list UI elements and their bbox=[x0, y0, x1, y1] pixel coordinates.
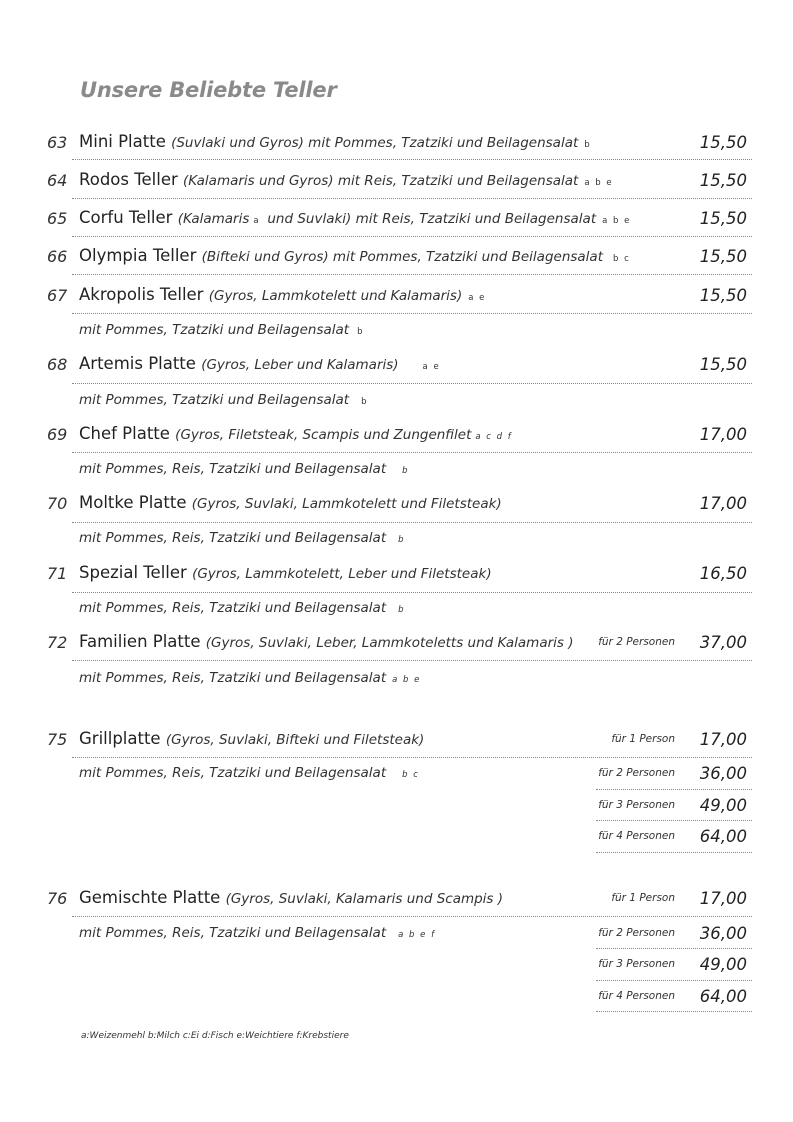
item-name-line bbox=[79, 170, 613, 189]
allergen-legend: a:Weizenmehl b:Milch c:Ei d:Fisch e:Weichtiere f:Krebstiere bbox=[81, 1031, 349, 1041]
item-side-dishes: mit Pommes, Reis, Tzatziki und Beilagensalat bbox=[79, 925, 387, 941]
item-description: (Gyros, Lammkotelett und Kalamaris) bbox=[208, 288, 463, 304]
divider bbox=[72, 159, 752, 160]
item-number: 72 bbox=[47, 633, 68, 652]
item-name: Spezial Teller bbox=[79, 563, 187, 582]
allergen-codes: a b e bbox=[392, 675, 421, 685]
divider bbox=[72, 660, 752, 661]
divider bbox=[72, 313, 752, 314]
menu-item bbox=[0, 209, 793, 233]
item-name-line bbox=[79, 132, 591, 151]
item-name: Akropolis Teller bbox=[79, 285, 204, 304]
item-persons: für 4 Personen bbox=[598, 830, 675, 842]
item-description: (Gyros, Suvlaki, Bifteki und Filetsteak) bbox=[165, 732, 425, 748]
item-price: 15,50 bbox=[699, 171, 747, 190]
allergen-codes: b c bbox=[402, 770, 420, 780]
divider bbox=[72, 916, 752, 917]
item-description: (Gyros, Filetsteak, Scampis und Zungenfilet bbox=[175, 427, 472, 443]
divider bbox=[72, 236, 752, 237]
item-name-line bbox=[79, 632, 574, 651]
item-number: 67 bbox=[47, 286, 68, 305]
item-persons: für 3 Personen bbox=[598, 799, 675, 811]
item-persons: für 1 Person bbox=[611, 733, 675, 745]
item-price: 16,50 bbox=[699, 564, 747, 583]
item-price: 49,00 bbox=[699, 955, 747, 974]
item-price: 64,00 bbox=[699, 827, 747, 846]
item-side-dishes: mit Pommes, Reis, Tzatziki und Beilagensalat bbox=[79, 600, 387, 616]
divider bbox=[72, 452, 752, 453]
divider bbox=[596, 820, 752, 821]
item-description: (Kalamaris bbox=[177, 211, 250, 227]
item-persons: für 4 Personen bbox=[598, 990, 675, 1002]
item-price: 36,00 bbox=[699, 764, 747, 783]
item-name-line bbox=[79, 246, 630, 265]
item-side-dishes: mit Pommes, Reis, Tzatziki und Beilagensalat bbox=[79, 461, 387, 477]
item-number: 76 bbox=[47, 889, 68, 908]
item-number: 66 bbox=[47, 247, 68, 266]
item-sub-line bbox=[79, 670, 421, 686]
item-name: Gemischte Platte bbox=[79, 888, 221, 907]
price-row bbox=[0, 764, 793, 788]
item-price: 15,50 bbox=[699, 209, 747, 228]
item-number: 68 bbox=[47, 355, 68, 374]
item-number: 63 bbox=[47, 133, 68, 152]
item-name: Mini Platte bbox=[79, 132, 166, 151]
item-number: 71 bbox=[47, 564, 68, 583]
item-side-dishes: mit Pommes, Reis, Tzatziki und Beilagensalat bbox=[79, 530, 387, 546]
item-name-line bbox=[79, 208, 631, 227]
item-description: (Suvlaki und Gyros) mit Pommes, Tzatziki und Beilagensalat bbox=[171, 135, 579, 151]
item-sub-line bbox=[79, 600, 405, 616]
price-row bbox=[0, 955, 793, 979]
item-name: Grillplatte bbox=[79, 729, 161, 748]
menu-item bbox=[0, 425, 793, 449]
divider bbox=[72, 592, 752, 593]
item-number: 64 bbox=[47, 171, 68, 190]
divider bbox=[596, 852, 752, 853]
allergen-codes: a e bbox=[468, 293, 486, 303]
price-row bbox=[0, 924, 793, 948]
item-description: (Gyros, Suvlaki, Leber, Lammkoteletts und Kalamaris ) bbox=[205, 635, 574, 651]
item-name-line bbox=[79, 888, 503, 907]
item-side-dishes: mit Pommes, Tzatziki und Beilagensalat bbox=[79, 392, 350, 408]
price-row bbox=[0, 796, 793, 820]
item-name: Rodos Teller bbox=[79, 170, 178, 189]
item-name: Corfu Teller bbox=[79, 208, 173, 227]
item-name: Moltke Platte bbox=[79, 493, 187, 512]
allergen-codes: b bbox=[398, 535, 406, 545]
item-number: 70 bbox=[47, 494, 68, 513]
menu-item bbox=[0, 133, 793, 157]
price-row bbox=[0, 987, 793, 1011]
item-name-line bbox=[79, 354, 440, 373]
allergen-codes: a e bbox=[422, 362, 441, 372]
item-sub-line bbox=[79, 392, 368, 408]
item-description: (Gyros, Lammkotelett, Leber und Filetsteak) bbox=[192, 566, 492, 582]
item-price: 17,00 bbox=[699, 889, 747, 908]
divider bbox=[596, 980, 752, 981]
allergen-codes: b c bbox=[613, 254, 631, 264]
item-sub-line bbox=[79, 530, 405, 546]
item-sub-line bbox=[79, 322, 364, 338]
item-name-line bbox=[79, 285, 486, 304]
allergen-codes: a b e f bbox=[398, 930, 436, 940]
item-number: 75 bbox=[47, 730, 68, 749]
item-price: 17,00 bbox=[699, 494, 747, 513]
item-description: und Suvlaki) mit Reis, Tzatziki und Beilagensalat bbox=[267, 211, 597, 227]
allergen-codes: b bbox=[402, 466, 410, 476]
item-number: 65 bbox=[47, 209, 68, 228]
item-price: 15,50 bbox=[699, 133, 747, 152]
item-persons: für 3 Personen bbox=[598, 958, 675, 970]
item-name-line bbox=[79, 729, 424, 748]
item-description: (Kalamaris und Gyros) mit Reis, Tzatziki und Beilagensalat bbox=[183, 173, 579, 189]
item-name-line bbox=[79, 424, 512, 443]
item-price: 15,50 bbox=[699, 355, 747, 374]
item-price: 17,00 bbox=[699, 425, 747, 444]
item-name: Artemis Platte bbox=[79, 354, 196, 373]
allergen-codes: a bbox=[253, 216, 261, 226]
item-price: 37,00 bbox=[699, 633, 747, 652]
price-row bbox=[0, 827, 793, 851]
item-name: Chef Platte bbox=[79, 424, 170, 443]
item-persons: für 2 Personen bbox=[598, 636, 675, 648]
divider bbox=[72, 522, 752, 523]
item-persons: für 2 Personen bbox=[598, 767, 675, 779]
item-description: (Gyros, Suvlaki, Kalamaris und Scampis ) bbox=[225, 891, 504, 907]
item-description: (Bifteki und Gyros) mit Pommes, Tzatziki und Beilagensalat bbox=[201, 249, 603, 265]
item-side-dishes: mit Pommes, Reis, Tzatziki und Beilagensalat bbox=[79, 670, 387, 686]
item-persons: für 1 Person bbox=[611, 892, 675, 904]
item-price: 15,50 bbox=[699, 247, 747, 266]
item-number: 69 bbox=[47, 425, 68, 444]
menu-item bbox=[0, 247, 793, 271]
item-description: (Gyros, Suvlaki, Lammkotelett und Filetsteak) bbox=[191, 496, 502, 512]
menu-item bbox=[0, 171, 793, 195]
item-name: Olympia Teller bbox=[79, 246, 197, 265]
page-title: Unsere Beliebte Teller bbox=[80, 78, 337, 102]
item-sub-line bbox=[79, 461, 409, 477]
divider bbox=[596, 1011, 752, 1012]
item-name-line bbox=[79, 563, 492, 582]
item-price: 49,00 bbox=[699, 796, 747, 815]
menu-item bbox=[0, 286, 793, 310]
divider bbox=[72, 383, 752, 384]
menu-item bbox=[0, 355, 793, 379]
divider bbox=[596, 789, 752, 790]
allergen-codes: b bbox=[357, 327, 364, 337]
allergen-codes: a c d f bbox=[475, 432, 513, 442]
item-price: 15,50 bbox=[699, 286, 747, 305]
divider bbox=[72, 198, 752, 199]
menu-item bbox=[0, 889, 793, 913]
item-name: Familien Platte bbox=[79, 632, 201, 651]
item-price: 64,00 bbox=[699, 987, 747, 1006]
allergen-codes: b bbox=[361, 397, 368, 407]
divider bbox=[72, 274, 752, 275]
allergen-codes: b bbox=[584, 140, 592, 150]
item-side-dishes: mit Pommes, Reis, Tzatziki und Beilagensalat bbox=[79, 765, 387, 781]
allergen-codes: a b e bbox=[584, 178, 614, 188]
item-name-line bbox=[79, 493, 502, 512]
allergen-codes: b bbox=[398, 605, 406, 615]
divider bbox=[596, 948, 752, 949]
menu-item bbox=[0, 730, 793, 754]
divider bbox=[72, 757, 752, 758]
menu-item bbox=[0, 633, 793, 657]
menu-item bbox=[0, 564, 793, 588]
item-price: 36,00 bbox=[699, 924, 747, 943]
menu-item bbox=[0, 494, 793, 518]
item-price: 17,00 bbox=[699, 730, 747, 749]
item-persons: für 2 Personen bbox=[598, 927, 675, 939]
allergen-codes: a b e bbox=[602, 216, 631, 226]
item-side-dishes: mit Pommes, Tzatziki und Beilagensalat bbox=[79, 322, 350, 338]
item-description: (Gyros, Leber und Kalamaris) bbox=[201, 357, 399, 373]
